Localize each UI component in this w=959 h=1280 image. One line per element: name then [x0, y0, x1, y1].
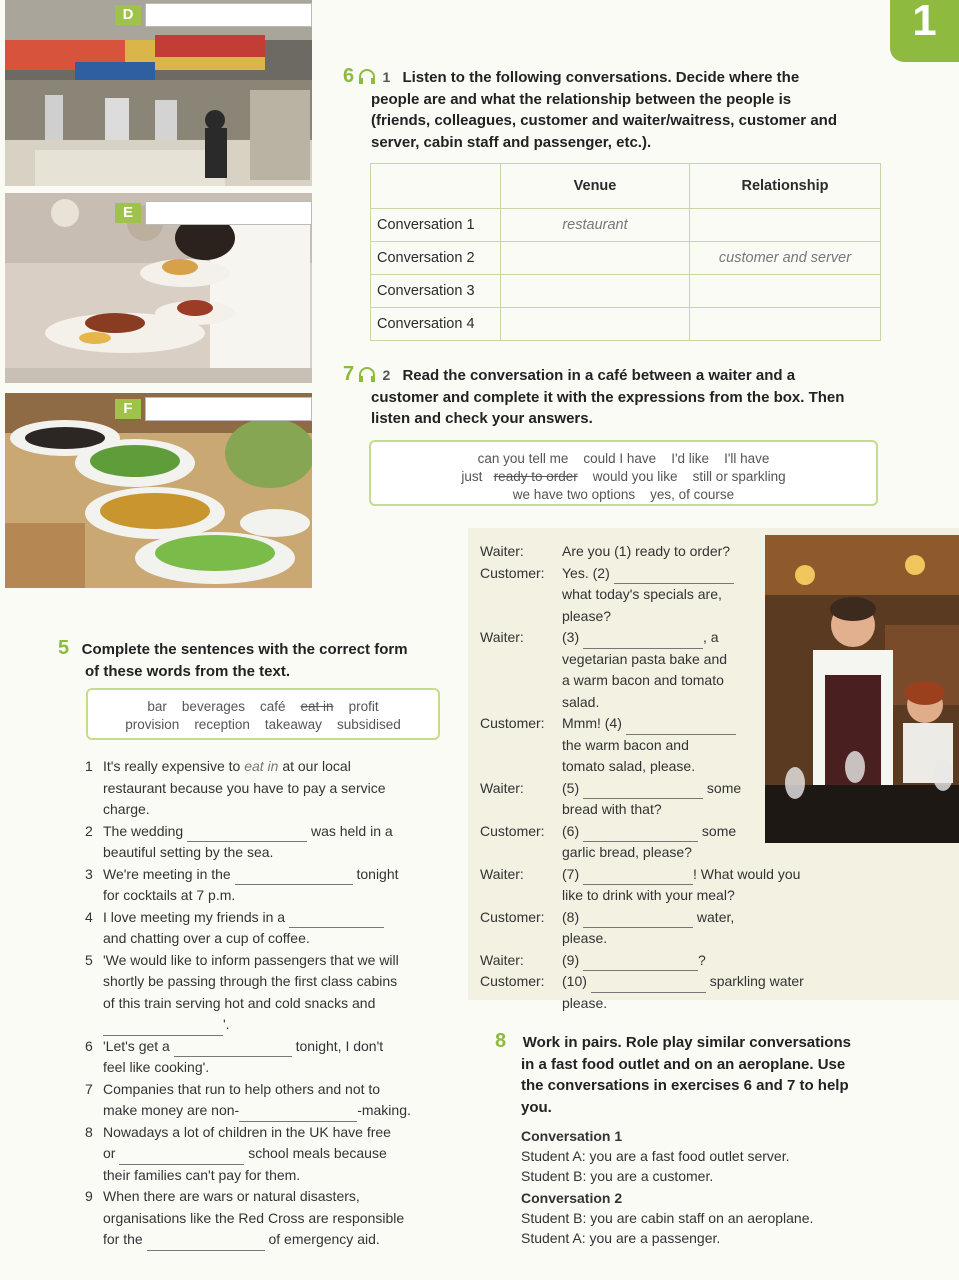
- dialogue-text: like to drink with your meal?: [562, 887, 735, 903]
- table-header: Venue: [501, 164, 690, 209]
- cafe-dialogue: [480, 541, 804, 1014]
- dialogue-text: please?: [562, 607, 612, 624]
- unit-tab: [890, 0, 959, 62]
- sentence-example-answer: eat in: [244, 758, 279, 774]
- role-text: Student A: you are a passenger.: [521, 1230, 721, 1246]
- exercise-6-number: 6: [343, 65, 355, 87]
- table-cell[interactable]: [501, 242, 690, 275]
- word: reception: [194, 717, 250, 732]
- track-number: 2: [382, 367, 391, 383]
- photo-e-answer-box[interactable]: [145, 201, 312, 225]
- sentence-text: It's really expensive to: [103, 758, 245, 774]
- table-row: [371, 242, 881, 275]
- item-number: 5: [85, 951, 93, 968]
- list-item: [85, 950, 445, 1036]
- table-cell: Conversation 3: [371, 275, 501, 308]
- table-header: Relationship: [690, 164, 881, 209]
- expression: I'd like: [671, 451, 710, 466]
- dialogue-text: water, please.: [562, 908, 735, 946]
- conversation-title: Conversation 1: [521, 1128, 623, 1144]
- dialogue-text: , a: [703, 629, 719, 645]
- dialogue-line: [480, 541, 770, 563]
- exercise-8-line: Work in pairs. Role play similar conversations: [522, 1034, 851, 1051]
- photo-label-f: F: [115, 399, 141, 419]
- table-row: [371, 209, 881, 242]
- table-cell[interactable]: [501, 275, 690, 308]
- dialogue-text: bread with that?: [562, 801, 662, 817]
- sentence-text: I love meeting my friends in a: [103, 908, 286, 925]
- table-cell[interactable]: [690, 275, 881, 308]
- list-item: [85, 756, 445, 821]
- exercise-6-line: server, cabin staff and passenger, etc.).: [371, 133, 652, 151]
- word: bar: [147, 699, 167, 714]
- photo-waiter-plates: [5, 193, 312, 383]
- answer-blank[interactable]: [583, 825, 698, 842]
- dialogue-line: [480, 907, 770, 950]
- photo-cafe-waiter: [765, 535, 959, 843]
- photo-salad-buffet: [5, 393, 312, 588]
- dialogue-text: (7): [562, 865, 580, 882]
- item-number: 4: [85, 908, 93, 925]
- sentence-text: feel like cooking'.: [103, 1059, 210, 1075]
- expression: could I have: [583, 451, 657, 466]
- dialogue-text: the warm bacon and: [562, 736, 689, 753]
- speaker: Customer:: [480, 715, 545, 731]
- sentence-text: organisations like the Red Cross are responsible: [103, 1209, 405, 1226]
- table-header: [371, 164, 501, 209]
- speaker: Waiter:: [480, 951, 524, 968]
- sentence-text: or: [103, 1145, 116, 1161]
- sentence-text: school meals because: [248, 1145, 387, 1161]
- exercise-5-sentences: [85, 756, 445, 1251]
- exercise-8-line: you.: [521, 1098, 552, 1116]
- dialogue-text: a warm bacon and tomato: [562, 672, 724, 688]
- dialogue-text: please.: [562, 994, 608, 1011]
- dialogue-text: (5): [562, 779, 580, 796]
- cafe-waiter-image: [765, 535, 959, 843]
- table-row: [371, 275, 881, 308]
- sentence-text: 'Let's get a: [103, 1037, 170, 1054]
- exercise-6-line: Listen to the following conversations. Decide where the: [402, 69, 800, 86]
- track-number: 1: [382, 69, 391, 85]
- photo-label-e: E: [115, 203, 141, 223]
- list-item: [85, 1079, 445, 1122]
- expressions-box: [369, 440, 878, 506]
- speaker: Customer:: [480, 908, 545, 925]
- expression: can you tell me: [477, 451, 569, 466]
- expression: yes, of course: [650, 487, 735, 502]
- expression: still or sparkling: [692, 469, 786, 484]
- sentence-text: of this train serving hot and cold snacks and: [103, 994, 376, 1011]
- list-item: [85, 1036, 445, 1079]
- word: subsidised: [336, 717, 401, 732]
- sentence-text: charge.: [103, 801, 150, 817]
- answer-blank[interactable]: [235, 868, 353, 885]
- item-number: 7: [85, 1080, 93, 1097]
- sentence-text: Nowadays a lot of children in the UK have free: [103, 1123, 391, 1140]
- sentence-text: for the: [103, 1231, 143, 1247]
- exercise-6-line: people are and what the relationship between the people is: [371, 90, 792, 108]
- dialogue-text: garlic bread, please?: [562, 844, 692, 860]
- answer-blank[interactable]: [103, 1019, 223, 1036]
- speaker: Waiter:: [480, 543, 524, 559]
- sentence-text: beautiful setting by the sea.: [103, 844, 274, 860]
- item-number: 8: [85, 1123, 93, 1140]
- sentence-text: restaurant because you have to pay a service: [103, 779, 386, 796]
- speaker: Customer:: [480, 564, 545, 581]
- answer-blank[interactable]: [583, 632, 703, 649]
- dialogue-line: [480, 713, 770, 778]
- answer-blank[interactable]: [583, 868, 693, 885]
- list-item: [85, 864, 445, 907]
- role-text: Student A: you are a fast food outlet server.: [521, 1148, 790, 1164]
- exercise-7-line: Read the conversation in a café between a waiter and a: [402, 367, 796, 384]
- exercise-6-instructions: [343, 66, 883, 153]
- dialogue-text: some: [706, 779, 742, 796]
- table-cell[interactable]: customer and server: [690, 242, 881, 275]
- sentence-text: We're meeting in the: [103, 865, 231, 882]
- dialogue-text: some: [701, 822, 737, 839]
- exercise-5-number: 5: [58, 637, 70, 659]
- exercise-5-line: of these words from the text.: [85, 662, 291, 680]
- dialogue-text: Mmm! (4): [562, 715, 622, 731]
- word: café: [259, 699, 286, 714]
- photo-d-answer-box[interactable]: [145, 3, 312, 27]
- table-cell[interactable]: [501, 308, 690, 341]
- dialogue-text: tomato salad, please.: [562, 758, 696, 774]
- exercise-5-line: Complete the sentences with the correct form: [81, 641, 408, 658]
- dialogue-line: [480, 563, 770, 628]
- sentence-text: and chatting over a cup of coffee.: [103, 930, 310, 946]
- dialogue-line: [480, 778, 770, 821]
- dialogue-line: [480, 971, 804, 1014]
- dialogue-text: (10): [562, 973, 587, 989]
- answer-blank[interactable]: [239, 1105, 357, 1122]
- answer-blank[interactable]: [147, 1234, 265, 1251]
- food-court-image: [5, 0, 312, 186]
- dialogue-text: salad.: [562, 693, 600, 710]
- headphones-icon[interactable]: [358, 366, 376, 382]
- sentence-text: tonight: [356, 865, 399, 882]
- answer-blank[interactable]: [174, 1040, 292, 1057]
- word-used: eat in: [300, 699, 334, 714]
- sentence-text: shortly be passing through the first class cabins: [103, 973, 398, 989]
- exercise-5-instructions: [58, 638, 448, 682]
- word: profit: [348, 699, 379, 714]
- speaker: Customer:: [480, 822, 545, 839]
- list-item: [85, 1186, 445, 1251]
- dialogue-text: (3): [562, 629, 580, 645]
- sentence-text: -making.: [357, 1102, 411, 1118]
- speaker: Waiter:: [480, 865, 524, 882]
- dialogue-text: (9): [562, 951, 580, 968]
- dialogue-text: (8): [562, 908, 580, 925]
- photo-food-court: [5, 0, 312, 186]
- word: provision: [125, 717, 180, 732]
- answer-blank[interactable]: [583, 954, 698, 971]
- speaker: Waiter:: [480, 629, 524, 645]
- exercise-8-line: in a fast food outlet and on an aeroplane. Use: [521, 1055, 846, 1073]
- exercise-7-number: 7: [343, 363, 355, 385]
- table-row: [371, 308, 881, 341]
- sentence-text: for cocktails at 7 p.m.: [103, 887, 236, 903]
- sentence-text: their families can't pay for them.: [103, 1166, 301, 1183]
- item-number: 9: [85, 1188, 93, 1204]
- answer-blank[interactable]: [614, 567, 734, 584]
- sentence-text: 'We would like to inform passengers that we will: [103, 951, 399, 968]
- answer-blank[interactable]: [591, 976, 706, 993]
- speaker: Waiter:: [480, 779, 524, 796]
- table-cell: Conversation 4: [371, 308, 501, 341]
- sentence-text: '.: [223, 1016, 230, 1032]
- sentence-text: was held in a: [310, 822, 393, 839]
- sentence-text: tonight, I don't: [295, 1037, 384, 1054]
- table-cell[interactable]: restaurant: [501, 209, 690, 242]
- role-text: Student B: you are a customer.: [521, 1168, 714, 1184]
- word-box: [86, 688, 440, 740]
- exercise-8-number: 8: [495, 1030, 507, 1052]
- dialogue-text: Are you (1) ready to order?: [562, 543, 731, 559]
- dialogue-text: Yes. (2): [562, 564, 610, 581]
- unit-number: 1: [912, 0, 937, 45]
- dialogue-line: [480, 864, 801, 907]
- table-cell: Conversation 2: [371, 242, 501, 275]
- exercise-7-instructions: [343, 364, 883, 430]
- speaker: Customer:: [480, 973, 545, 989]
- answer-blank[interactable]: [119, 1148, 244, 1165]
- sentence-text: at our local: [278, 758, 351, 774]
- table-cell[interactable]: [690, 308, 881, 341]
- sentence-text: of emergency aid.: [268, 1231, 380, 1247]
- expression: I'll have: [724, 451, 770, 466]
- exercise-8: [495, 1031, 875, 1248]
- dialogue-line: [480, 627, 770, 713]
- dialogue-text: sparkling water: [709, 973, 804, 989]
- answer-blank[interactable]: [289, 911, 384, 928]
- dialogue-text: what today's specials are,: [562, 586, 722, 602]
- table-cell[interactable]: [690, 209, 881, 242]
- photo-label-d: D: [115, 5, 141, 25]
- sentence-text: When there are wars or natural disasters,: [103, 1188, 360, 1204]
- expression: we have two options: [512, 487, 636, 502]
- exercise-8-line: the conversations in exercises 6 and 7 to help: [521, 1077, 849, 1094]
- dialogue-text: ?: [698, 951, 706, 968]
- expression-used: ready to order: [493, 469, 578, 484]
- item-number: 3: [85, 865, 93, 882]
- dialogue-line: [480, 950, 770, 972]
- expression: would you like: [592, 469, 678, 484]
- expression: just: [461, 469, 483, 484]
- item-number: 2: [85, 822, 93, 839]
- dialogue-text: ! What would you: [693, 865, 801, 882]
- item-number: 1: [85, 758, 93, 774]
- word: beverages: [181, 699, 245, 714]
- dialogue-line: [480, 821, 770, 864]
- item-number: 6: [85, 1037, 93, 1054]
- dialogue-text: (6): [562, 822, 580, 839]
- list-item: [85, 907, 445, 950]
- exercise-6-line: (friends, colleagues, customer and waiter/waitress, customer and: [371, 112, 837, 129]
- venue-relationship-table: [370, 163, 881, 341]
- sentence-text: Companies that run to help others and not to: [103, 1080, 381, 1097]
- list-item: [85, 821, 445, 864]
- exercise-7-line: customer and complete it with the expressions from the box. Then: [371, 388, 845, 406]
- headphones-icon[interactable]: [358, 68, 376, 84]
- exercise-7-line: listen and check your answers.: [371, 410, 593, 427]
- salad-buffet-image: [5, 393, 312, 588]
- role-text: Student B: you are cabin staff on an aeroplane.: [521, 1210, 814, 1226]
- sentence-text: make money are non-: [103, 1102, 240, 1118]
- conversation-title: Conversation 2: [521, 1190, 623, 1206]
- sentence-text: The wedding: [103, 822, 184, 839]
- list-item: [85, 1122, 445, 1187]
- word: takeaway: [264, 717, 322, 732]
- answer-blank[interactable]: [187, 825, 307, 842]
- photo-f-answer-box[interactable]: [145, 397, 312, 421]
- answer-blank[interactable]: [626, 718, 736, 735]
- dialogue-text: vegetarian pasta bake and: [562, 650, 728, 667]
- table-cell: Conversation 1: [371, 209, 501, 242]
- answer-blank[interactable]: [583, 911, 693, 928]
- answer-blank[interactable]: [583, 782, 703, 799]
